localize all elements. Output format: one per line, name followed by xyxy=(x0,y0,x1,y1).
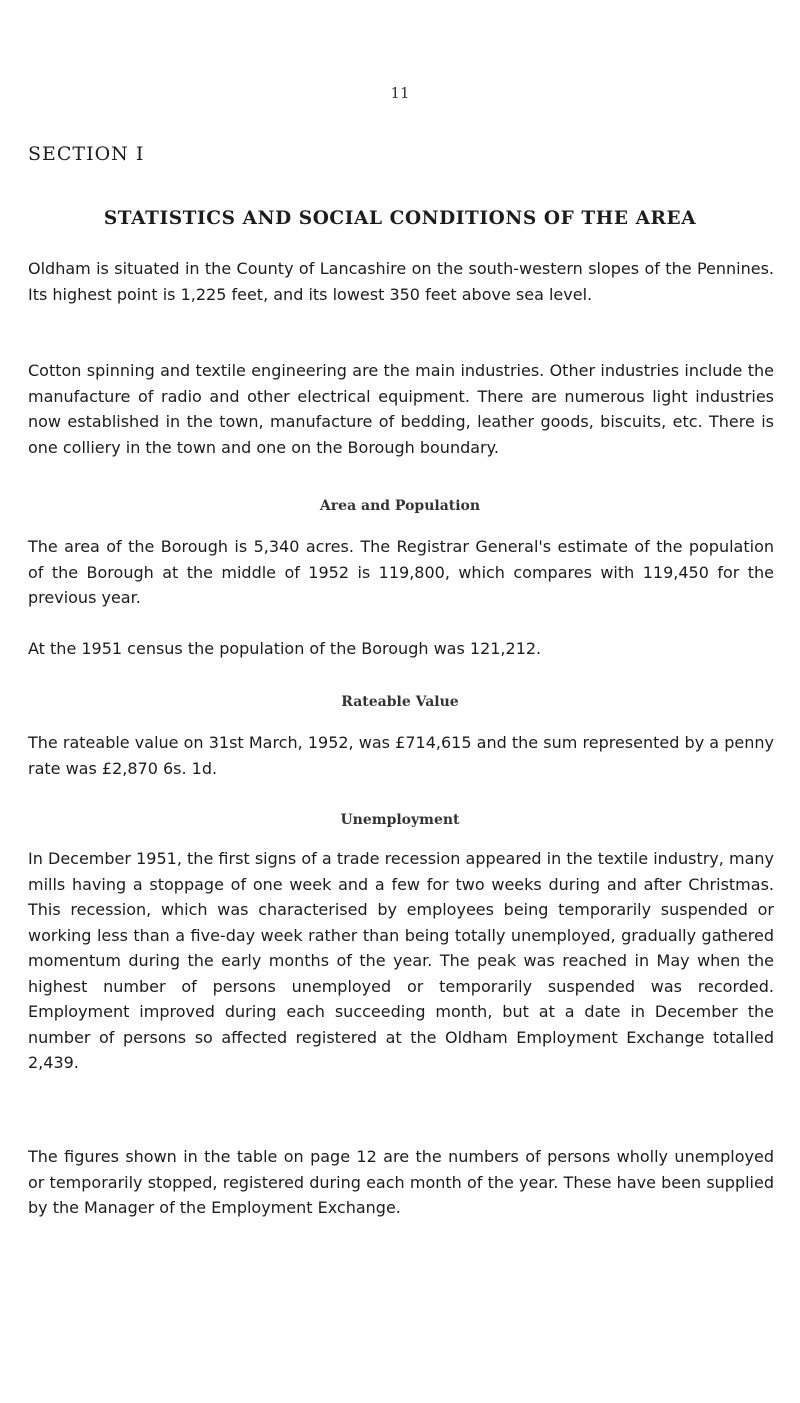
rateable-value-heading: Rateable Value xyxy=(341,694,459,710)
table-note-paragraph: The figures shown in the table on page 12 are the numbers of persons wholly unemployed or temporarily stopped, registered during each month of the year. These have been supplied by the Manager of the Employment Exchange. xyxy=(28,1147,774,1217)
section-label: SECTION I xyxy=(28,143,145,165)
page-number: 11 xyxy=(390,84,410,102)
main-heading: STATISTICS AND SOCIAL CONDITIONS OF THE AREA xyxy=(103,208,697,229)
rateable-value-paragraph: The rateable value on 31st March, 1952, was £714,615 and the sum represented by a penny rate was £2,870 6s. 1d. xyxy=(28,733,774,778)
intro-paragraph-industries: Cotton spinning and textile engineering are the main industries. Other industries include the manufacture of radio and other electrical equipment. There are numerous light industries now established in the town, manufacture of bedding, leather goods, biscuits, etc. There is one colliery in the town and one on the Borough boundary. xyxy=(28,361,774,457)
unemployment-heading: Unemployment xyxy=(340,812,460,828)
census-paragraph: At the 1951 census the population of the Borough was 121,212. xyxy=(28,639,542,658)
area-population-heading: Area and Population xyxy=(319,498,481,514)
intro-paragraph-location: Oldham is situated in the County of Lancashire on the south-western slopes of the Pennines. Its highest point is 1,225 feet, and its lowest 350 feet above sea level. xyxy=(28,259,774,304)
unemployment-paragraph: In December 1951, the first signs of a trade recession appeared in the textile industry, many mills having a stoppage of one week and a few for two weeks during and after Christmas. This recession, which was characterised by employees being temporarily suspended or working less than a five-day week rather than being totally unemployed, gradually gathered momentum during the early months of the year. The peak was reached in May when the highest number of persons unemployed or temporarily suspended was recorded. Employment improved during each succeeding month, but at a date in December the number of persons so affected registered at the Oldham Employment Exchange totalled 2,439. xyxy=(28,849,774,1072)
area-population-paragraph: The area of the Borough is 5,340 acres. The Registrar General's estimate of the population of the Borough at the middle of 1952 is 119,800, which compares with 119,450 for the previous year. xyxy=(28,537,774,607)
